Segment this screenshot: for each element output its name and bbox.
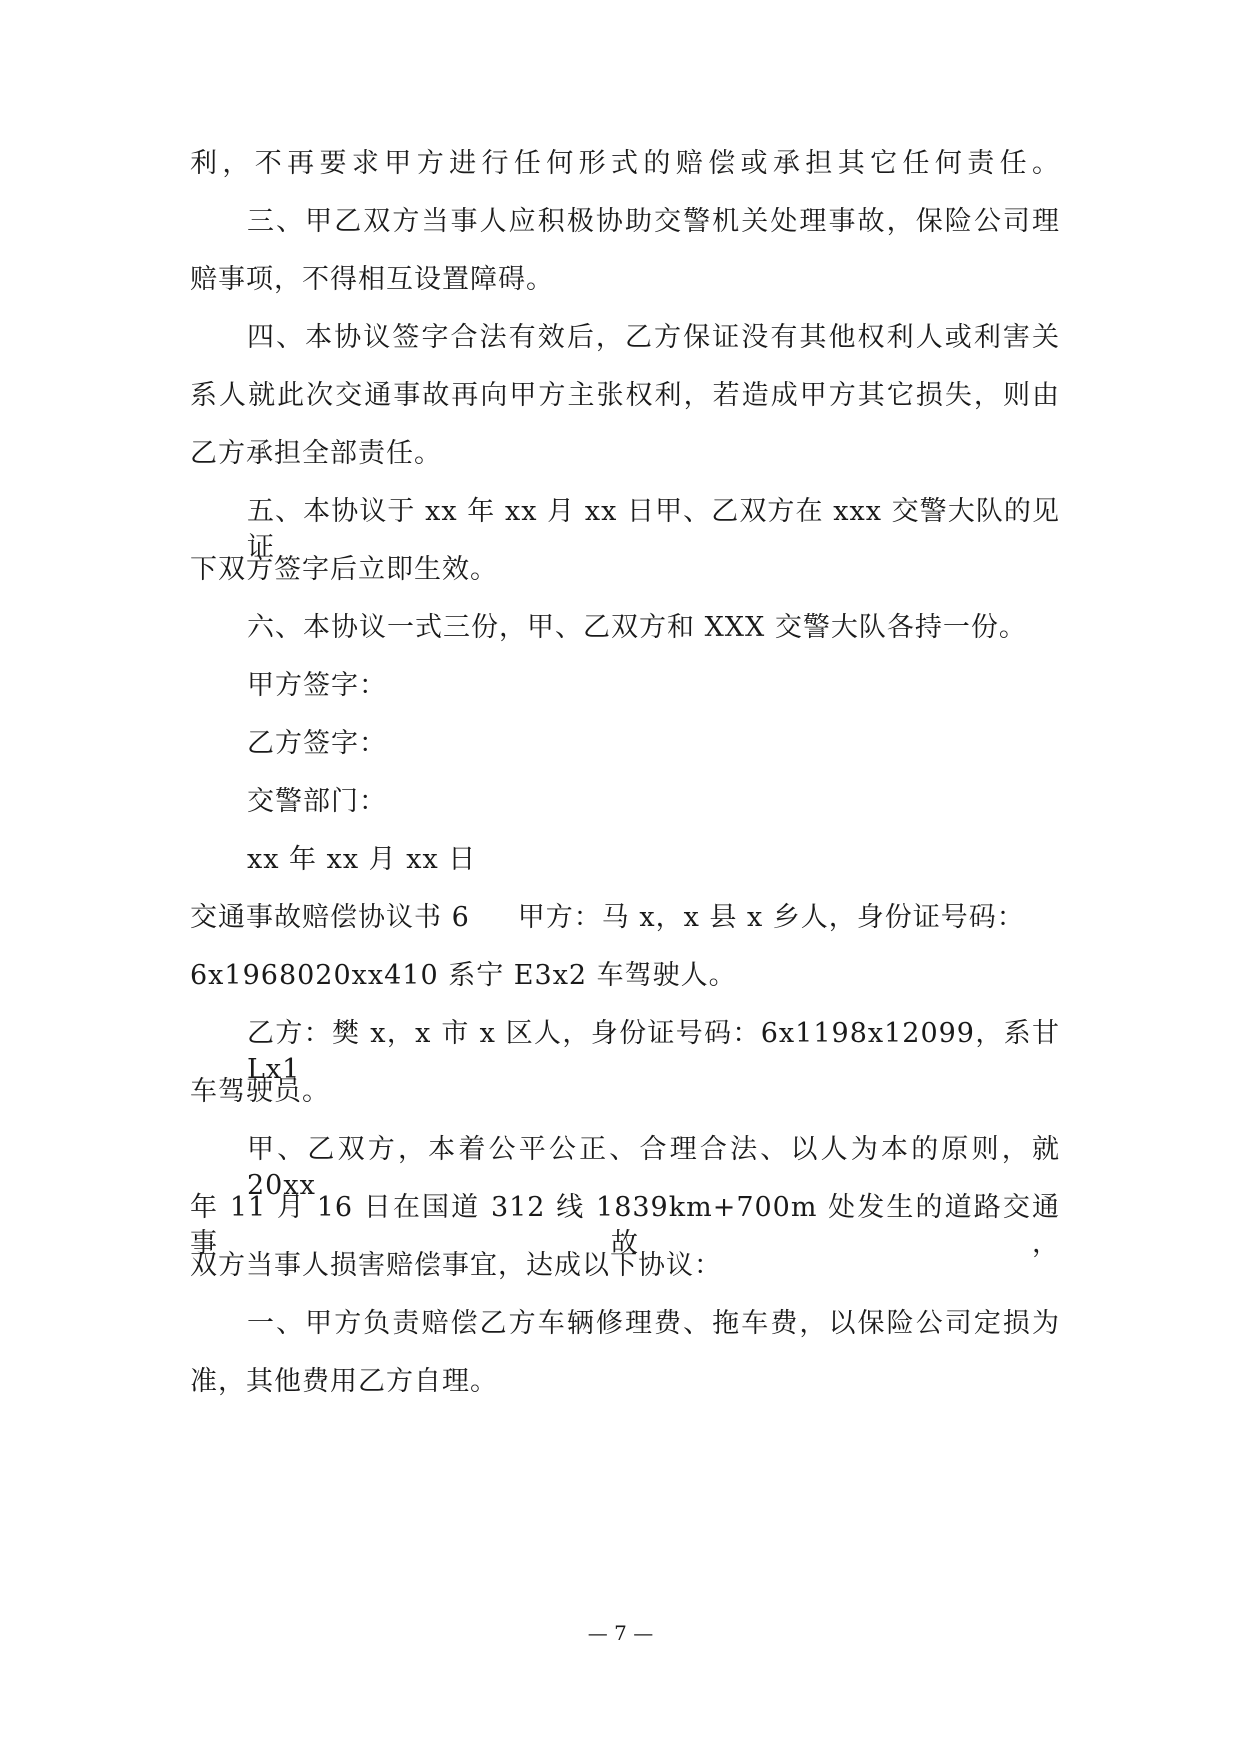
paragraph-line: 甲、乙双方，本着公平公正、合理合法、以人为本的原则，就 20xx	[247, 1134, 1060, 1201]
section-heading-line	[190, 900, 1060, 936]
paragraph-line: 三、甲乙双方当事人应积极协助交警机关处理事故，保险公司理	[247, 206, 1060, 237]
paragraph-line: 系人就此次交通事故再向甲方主张权利，若造成甲方其它损失，则由	[190, 380, 1060, 411]
section-title: 交通事故赔偿协议书 6	[190, 902, 470, 933]
paragraph-line: 四、本协议签字合法有效后，乙方保证没有其他权利人或利害关	[247, 322, 1060, 353]
signature-party-a: 甲方签字：	[247, 670, 387, 701]
paragraph-line: 六、本协议一式三份，甲、乙双方和 XXX 交警大队各持一份。	[247, 612, 1027, 643]
paragraph-line: 赔事项，不得相互设置障碍。	[190, 264, 554, 295]
paragraph-line: 乙方：樊 x，x 市 x 区人，身份证号码：6x1198x12099，系甘 Lx1	[247, 1018, 1060, 1085]
paragraph-line: 双方当事人损害赔偿事宜，达成以下协议：	[190, 1250, 722, 1281]
signature-police: 交警部门：	[247, 786, 387, 817]
signature-date: xx 年 xx 月 xx 日	[247, 844, 477, 875]
paragraph-line: 车驾驶员。	[190, 1076, 330, 1107]
paragraph-line: 五、本协议于 xx 年 xx 月 xx 日甲、乙双方在 xxx 交警大队的见证	[247, 496, 1060, 563]
page-number: — 7 —	[587, 1621, 654, 1645]
paragraph-line: 下双方签字后立即生效。	[190, 554, 498, 585]
paragraph-line: 乙方承担全部责任。	[190, 438, 442, 469]
signature-party-b: 乙方签字：	[247, 728, 387, 759]
paragraph-line: 6x1968020xx410 系宁 E3x2 车驾驶人。	[190, 960, 737, 991]
party-a-intro: 甲方：马 x，x 县 x 乡人，身份证号码：	[517, 902, 1025, 933]
paragraph-line: 年 11 月 16 日在国道 312 线 1839km+700m 处发生的道路交通事故，	[190, 1192, 1060, 1259]
paragraph-line: 一、甲方负责赔偿乙方车辆修理费、拖车费，以保险公司定损为	[247, 1308, 1060, 1339]
paragraph-line: 利，不再要求甲方进行任何形式的赔偿或承担其它任何责任。	[190, 148, 1060, 179]
paragraph-line: 准，其他费用乙方自理。	[190, 1366, 498, 1397]
